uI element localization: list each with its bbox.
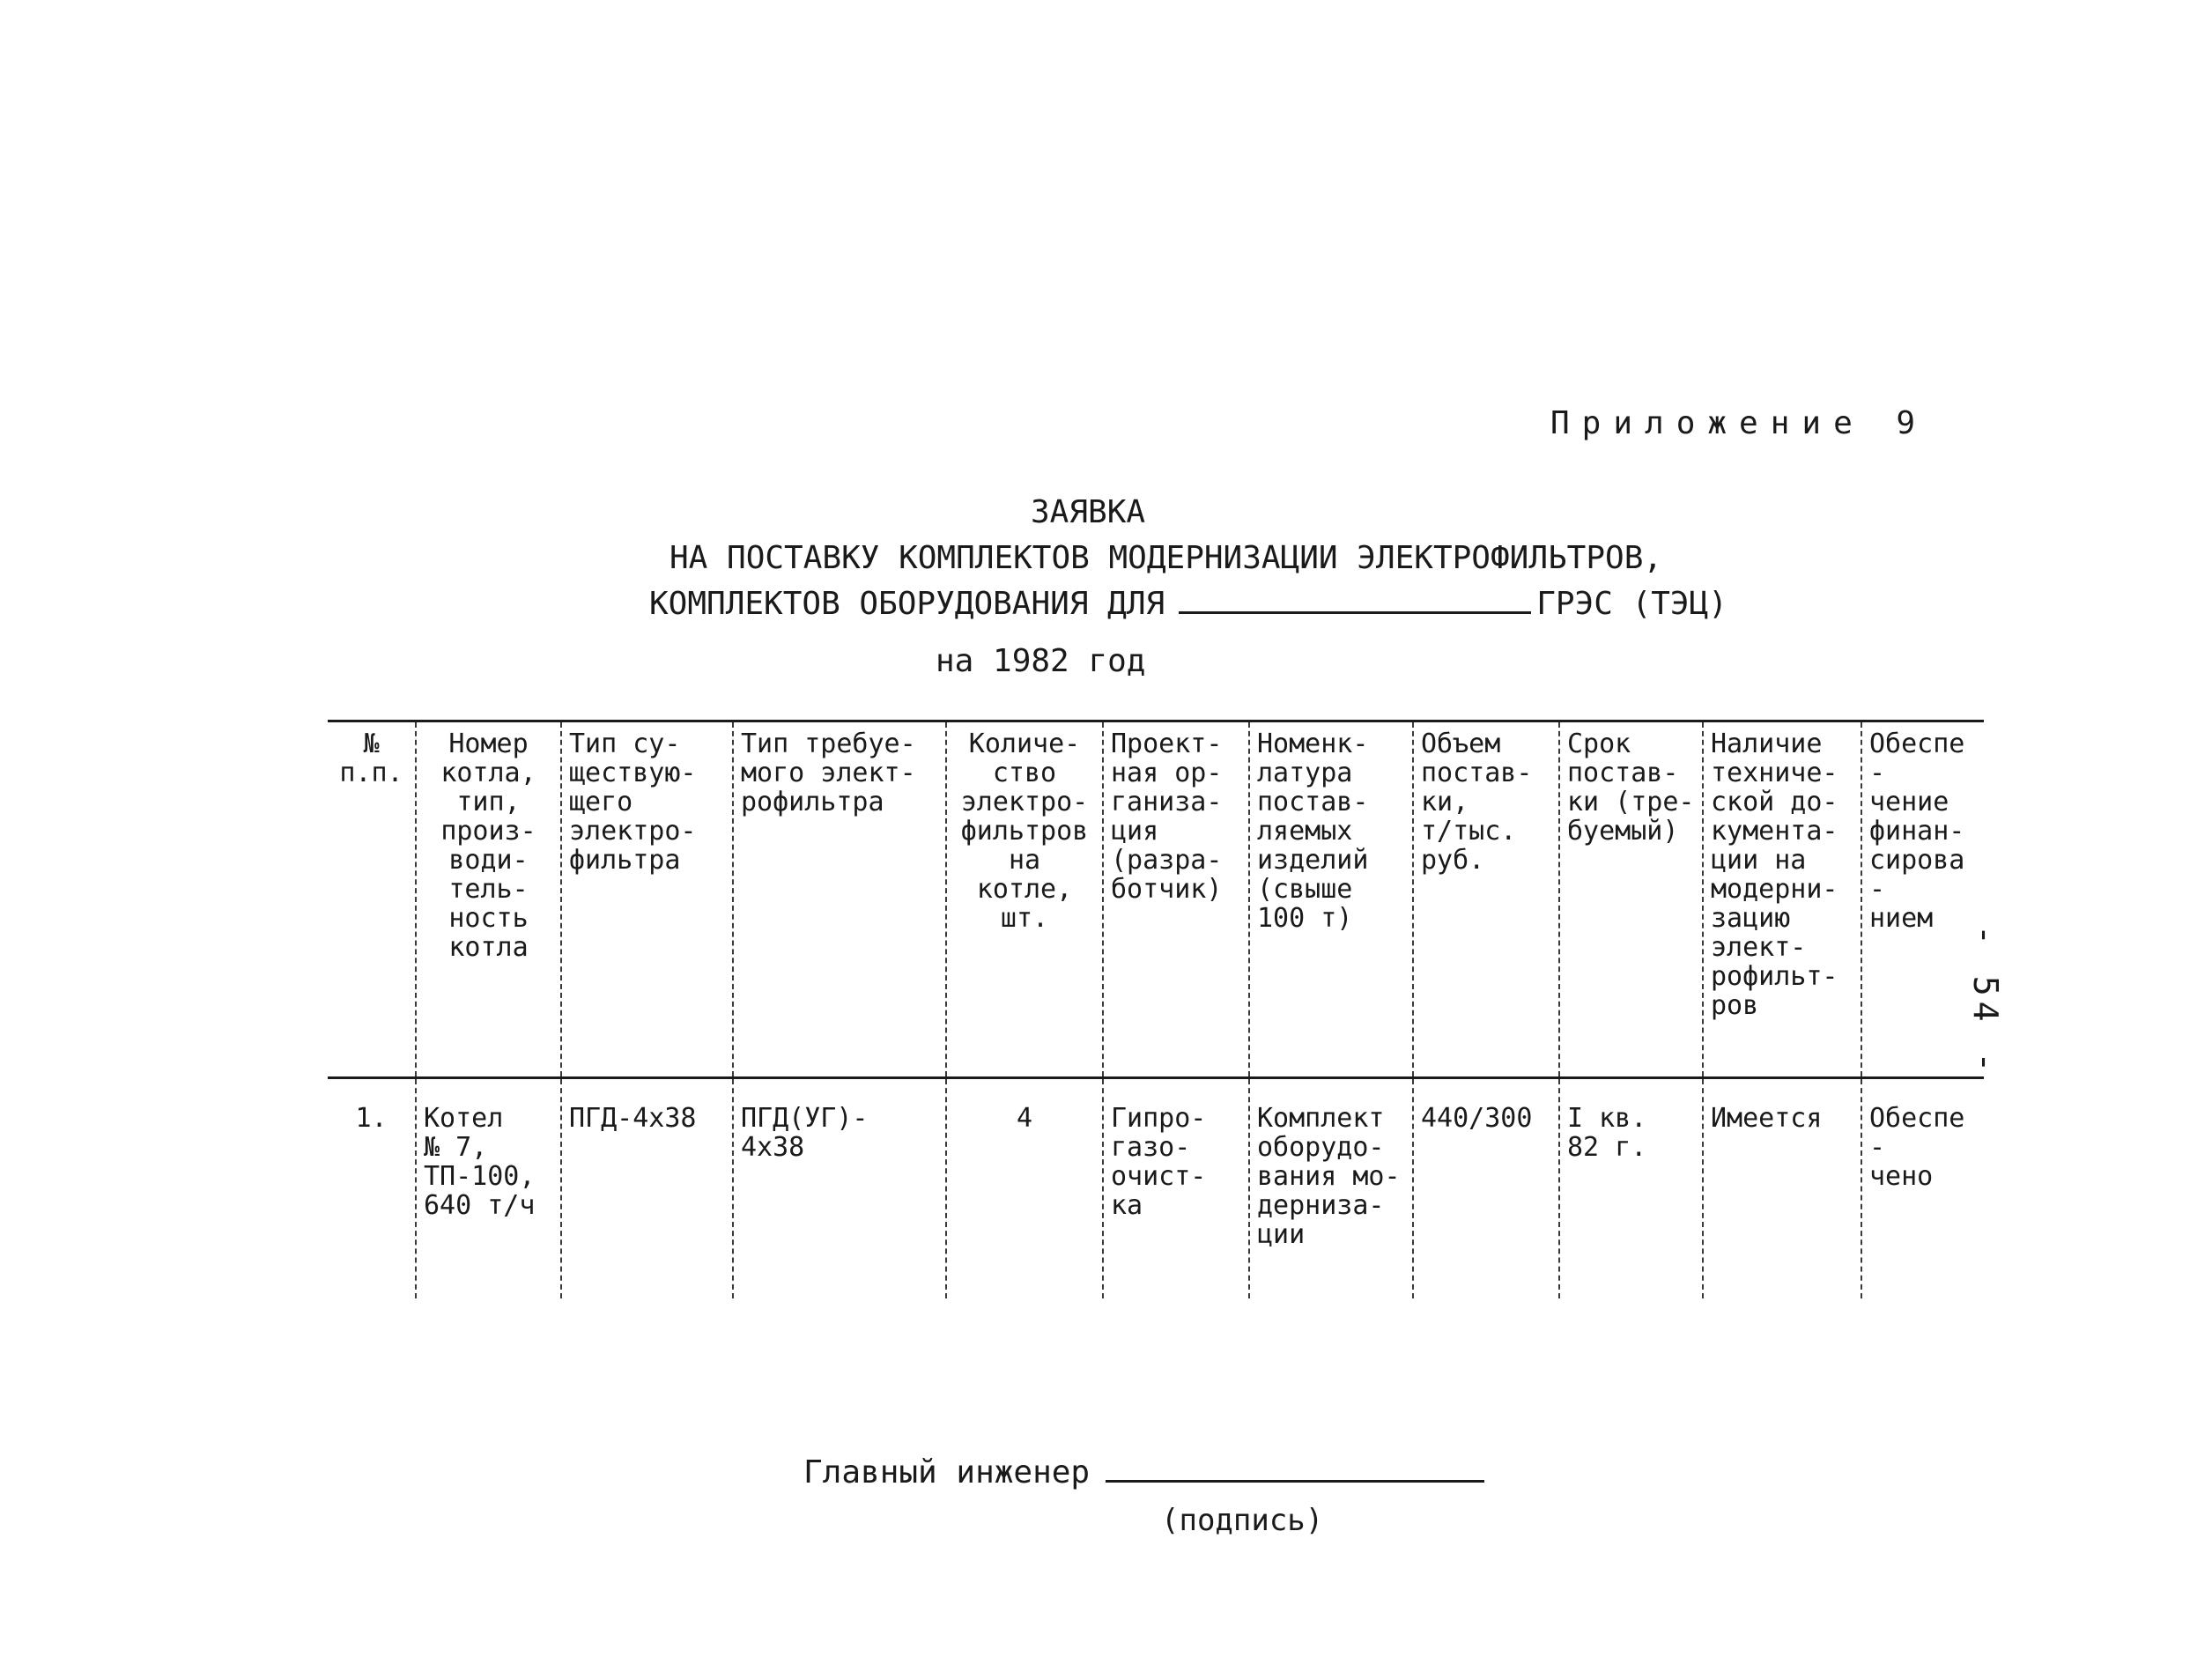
signature-label: Главный инженер	[803, 1454, 1091, 1491]
header-required-filter: Тип требуе- мого элект- рофильтра	[733, 721, 946, 1078]
cell-documentation: Имеется	[1703, 1078, 1861, 1298]
cell-funding: Обеспе- чено	[1861, 1078, 1984, 1298]
header-funding: Обеспе- чение финан- сирова- нием	[1861, 721, 1984, 1078]
signature-line	[1106, 1454, 1484, 1483]
header-nomenclature: Номенк- латура постав- ляемых изделий (свыше 100 т)	[1249, 721, 1413, 1078]
cell-number: 1.	[328, 1078, 416, 1298]
title-line-3-suffix: ГРЭС (ТЭЦ)	[1536, 586, 1727, 622]
header-boiler: Номер котла, тип, произ- води- тель- ность котла	[416, 721, 561, 1078]
cell-delivery-term: I кв. 82 г.	[1559, 1078, 1703, 1298]
signature-block	[803, 1454, 1484, 1491]
header-existing-filter: Тип су- ществую- щего электро- фильтра	[561, 721, 733, 1078]
cell-design-org: Гипро- газо- очист- ка	[1103, 1078, 1249, 1298]
title-line-1: ЗАЯВКА	[1031, 494, 1146, 530]
signature-caption: (подпись)	[1161, 1503, 1324, 1538]
cell-required-filter: ПГД(УГ)- 4х38	[733, 1078, 946, 1298]
header-delivery-volume: Объем постав- ки, т/тыс. руб.	[1413, 721, 1559, 1078]
document-title	[599, 490, 1744, 627]
header-filter-count: Количе- ство электро- фильтров на котле, шт.	[946, 721, 1103, 1078]
cell-boiler: Котел № 7, ТП-100, 640 т/ч	[416, 1078, 561, 1298]
title-line-3	[649, 581, 1744, 627]
plant-name-blank	[1179, 585, 1531, 614]
title-line-3-prefix: КОМПЛЕКТОВ ОБОРУДОВАНИЯ ДЛЯ	[649, 586, 1165, 622]
request-table	[328, 720, 1984, 1298]
appendix-label: Приложение 9	[1550, 405, 1928, 441]
year-line: на 1982 год	[936, 643, 1146, 679]
header-documentation: Наличие техниче- ской до- кумента- ции на модерни- зацию элект- рофильт- ров	[1703, 721, 1861, 1078]
cell-filter-count: 4	[946, 1078, 1103, 1298]
cell-existing-filter: ПГД-4х38	[561, 1078, 733, 1298]
cell-delivery-volume: 440/300	[1413, 1078, 1559, 1298]
header-delivery-term: Срок постав- ки (тре- буемый)	[1559, 721, 1703, 1078]
table-header-row	[328, 721, 1984, 1078]
header-design-org: Проект- ная ор- ганиза- ция (разра- ботчик)	[1103, 721, 1249, 1078]
table-row	[328, 1078, 1984, 1298]
header-number: № п.п.	[328, 721, 416, 1078]
title-line-2: НА ПОСТАВКУ КОМПЛЕКТОВ МОДЕРНИЗАЦИИ ЭЛЕКТРОФИЛЬТРОВ,	[670, 540, 1663, 576]
side-page-number: - 54 -	[1966, 925, 2005, 1078]
cell-nomenclature: Комплект оборудо- вания мо- дерниза- ции	[1249, 1078, 1413, 1298]
